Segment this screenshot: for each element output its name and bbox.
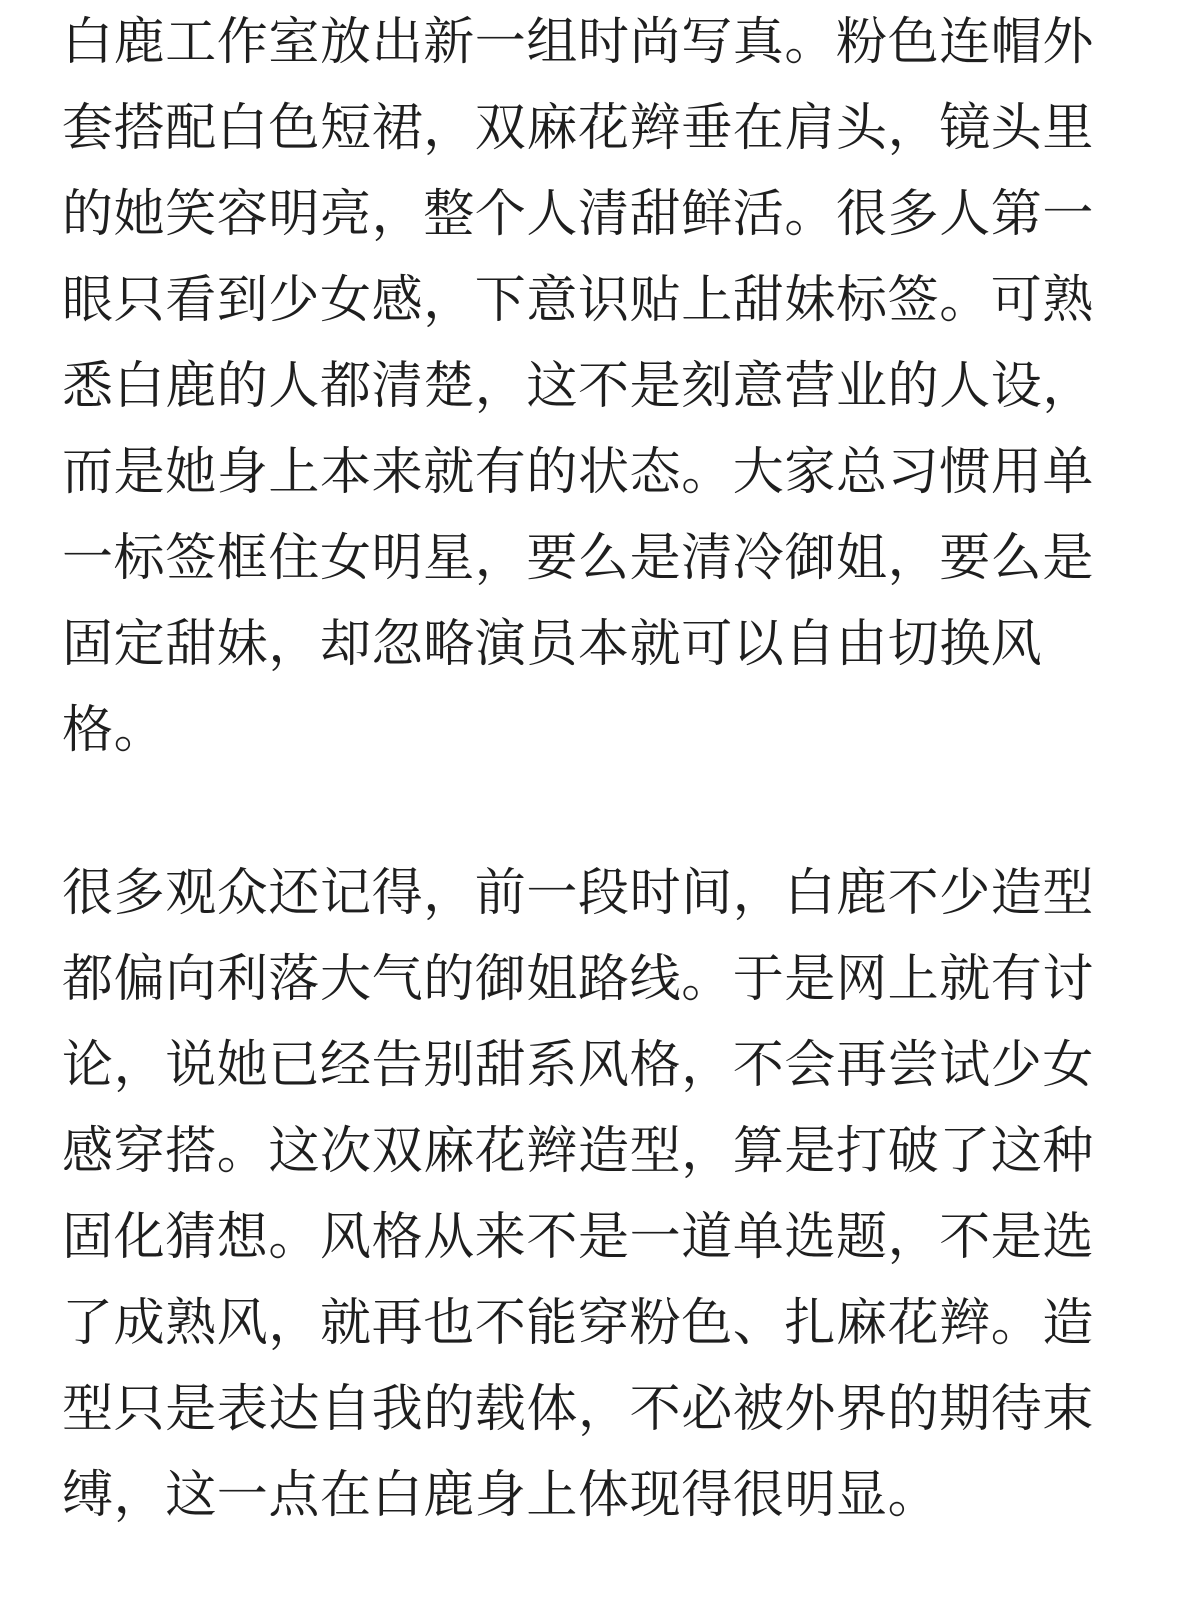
article-paragraph-1: 白鹿工作室放出新一组时尚写真。粉色连帽外套搭配白色短裙，双麻花辫垂在肩头，镜头里的她笑容明亮，整个人清甜鲜活。很多人第一眼只看到少女感，下意识贴上甜妹标签。可熟悉白鹿的人都清楚，这不是刻意营业的人设，而是她身上本来就有的状态。大家总习惯用单一标签框住女明星，要么是清冷御姐，要么是固定甜妹，却忽略演员本就可以自由切换风格。: [62, 13, 1095, 760]
article-body: [62, 0, 1117, 1539]
article-paragraph-2: 很多观众还记得，前一段时间，白鹿不少造型都偏向利落大气的御姐路线。于是网上就有讨论，说她已经告别甜系风格，不会再尝试少女感穿搭。这次双麻花辫造型，算是打破了这种固化猜想。风格从来不是一道单选题，不是选了成熟风，就再也不能穿粉色、扎麻花辫。造型只是表达自我的载体，不必被外界的期待束缚，这一点在白鹿身上体现得很明显。: [62, 864, 1095, 1525]
